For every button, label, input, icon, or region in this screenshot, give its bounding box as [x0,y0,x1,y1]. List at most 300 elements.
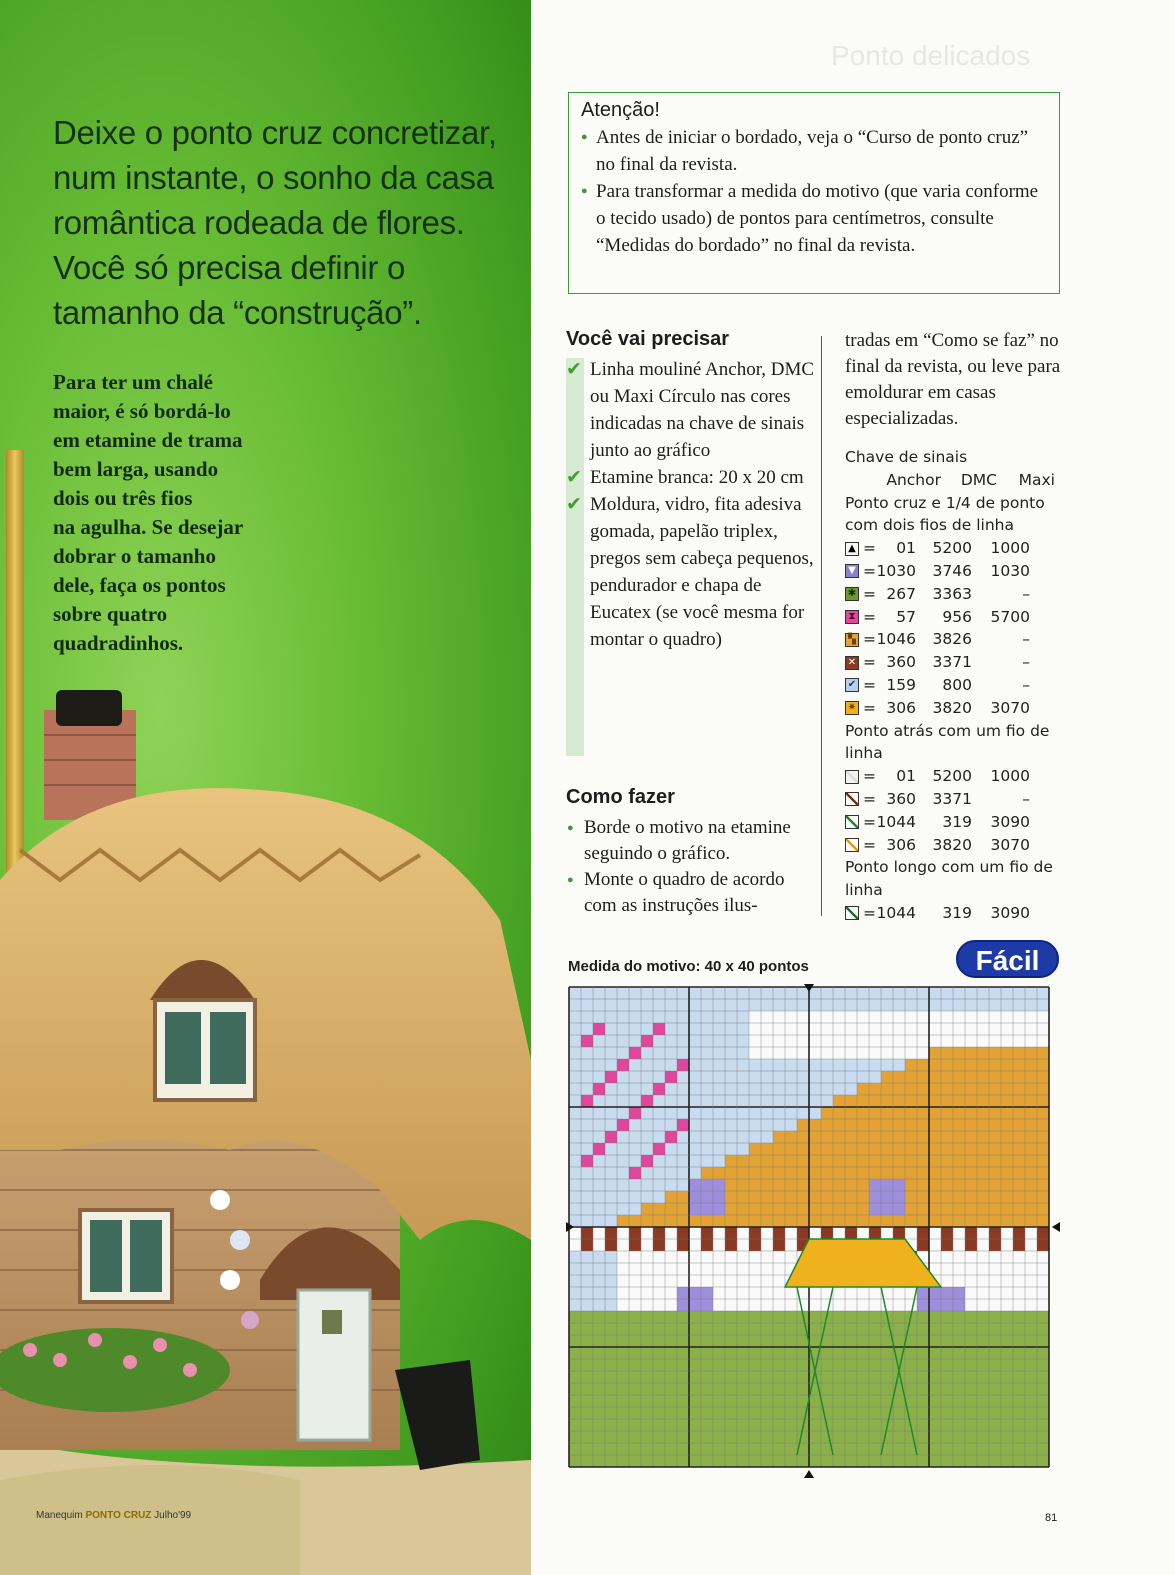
chart-cell [977,1335,989,1347]
chart-cell [881,1347,893,1359]
chart-cell [953,1179,965,1191]
chart-cell [737,1371,749,1383]
chart-cell [725,1443,737,1455]
chart-cell [833,1203,845,1215]
chart-cell [1013,1059,1025,1071]
chart-cell [1001,1083,1013,1095]
chart-cell [857,1023,869,1035]
chart-cell [809,1143,821,1155]
chart-cell [917,1419,929,1431]
chart-cell [893,1167,905,1179]
maxi-code: 5700 [990,607,1030,626]
chart-cell [1025,1383,1037,1395]
equals-sign: = [863,630,876,649]
chart-cell [857,1311,869,1323]
chart-cell [809,1035,821,1047]
chart-cell [1001,1047,1013,1059]
chart-cell [629,1455,641,1467]
chart-cell [725,1299,737,1311]
chart-cell [941,1143,953,1155]
chart-cell [689,1143,701,1155]
chart-cell [725,1431,737,1443]
chart-cell [773,1407,785,1419]
chart-cell [953,1419,965,1431]
chart-cell [761,1179,773,1191]
chart-cell [833,1143,845,1155]
chart-cell [725,1359,737,1371]
chart-cell [773,1179,785,1191]
chart-cell [653,1047,665,1059]
chart-cell [1037,1359,1049,1371]
chart-cell [857,1371,869,1383]
chart-cell [857,1455,869,1467]
chart-cell [605,1035,617,1047]
chart-cell [1001,1011,1013,1023]
chart-cell [785,1011,797,1023]
chart-cell [653,1299,665,1311]
chart-cell [941,1227,953,1239]
anchor-code: 1046 [876,630,916,649]
chart-cell [773,987,785,999]
chart-cell [905,1347,917,1359]
chart-cell [1001,999,1013,1011]
equals-sign: = [863,675,876,694]
chart-cell [569,1443,581,1455]
chart-cell [857,1095,869,1107]
chart-cell [569,1023,581,1035]
chart-cell [929,1239,941,1251]
chart-cell [593,1335,605,1347]
chart-cell [941,1155,953,1167]
chart-cell [665,1359,677,1371]
chart-cell [641,1359,653,1371]
chart-cell [1037,1431,1049,1443]
chart-cell [749,1239,761,1251]
chart-cell [665,1059,677,1071]
chart-cell [629,1371,641,1383]
chart-cell [569,1287,581,1299]
chart-cell [713,1107,725,1119]
chart-cell [605,1215,617,1227]
chart-cell [617,1371,629,1383]
chart-cell [881,1383,893,1395]
chart-cell [845,1419,857,1431]
attention-item: ● Antes de iniciar o bordado, veja o “Curso de ponto cruz” no final da revista. [581,124,1047,178]
chart-cell [857,999,869,1011]
chart-cell [725,999,737,1011]
chart-cell [869,1167,881,1179]
anchor-code: 267 [886,584,916,603]
chart-cell [581,1059,593,1071]
chart-cell [845,1443,857,1455]
chart-cell [941,1359,953,1371]
chart-cell [761,1443,773,1455]
chart-cell [689,1251,701,1263]
chart-cell [713,1443,725,1455]
chart-cell [737,1047,749,1059]
chart-cell [905,1083,917,1095]
chart-cell [797,1047,809,1059]
chart-cell [713,1455,725,1467]
chart-cell [989,1263,1001,1275]
equals-sign: = [863,653,876,672]
chart-cell [1025,1047,1037,1059]
chart-cell [1025,1203,1037,1215]
material-item [566,464,816,491]
chart-cell [593,1059,605,1071]
chart-cell [629,1311,641,1323]
chart-cell [713,987,725,999]
chart-cell [1037,1251,1049,1263]
chart-cell [653,1455,665,1467]
chart-cell [653,1203,665,1215]
chart-cell [1025,1287,1037,1299]
chart-cell [677,1047,689,1059]
chart-cell [917,1059,929,1071]
chart-cell [617,1047,629,1059]
chart-cell [689,1455,701,1467]
chart-cell [941,1167,953,1179]
chart-cell [1037,1011,1049,1023]
chart-cell [857,1287,869,1299]
chart-cell [665,1095,677,1107]
chart-cell [1025,999,1037,1011]
chart-cell [665,1047,677,1059]
chart-cell [977,1215,989,1227]
chart-cell [749,1095,761,1107]
chart-cell [1025,1215,1037,1227]
chart-cell [713,1095,725,1107]
chart-cell [977,1155,989,1167]
chart-cell [917,1107,929,1119]
chart-cell [869,1455,881,1467]
chart-cell [761,1395,773,1407]
chart-cell [725,1167,737,1179]
chart-cell [1001,1407,1013,1419]
chart-cell [941,1323,953,1335]
maxi-code: – [1022,789,1030,808]
chart-cell [809,1431,821,1443]
chart-cell [605,1311,617,1323]
chart-cell [845,1095,857,1107]
chart-cell [749,1083,761,1095]
chart-cell [965,1263,977,1275]
chart-cell [569,1431,581,1443]
chart-cell [965,1011,977,1023]
chart-cell [941,1299,953,1311]
chart-cell [1013,1311,1025,1323]
chart-cell [761,1347,773,1359]
chart-cell [869,1383,881,1395]
how-to-section [566,786,816,919]
chart-cell [593,1047,605,1059]
chart-cell [845,1359,857,1371]
chart-cell [593,1371,605,1383]
chart-cell [1025,1455,1037,1467]
chart-cell [677,1371,689,1383]
chart-cell [785,1215,797,1227]
chart-cell [953,999,965,1011]
chart-cell [833,1191,845,1203]
chart-cell [797,1299,809,1311]
symbol-swatch-icon: ✕ [845,656,859,670]
center-marker-right [1052,1222,1060,1232]
chart-cell [845,1407,857,1419]
chart-cell [1013,1167,1025,1179]
chart-cell [797,1023,809,1035]
sub-line: na agulha. Se desejar [53,515,244,539]
chart-cell [737,1107,749,1119]
chart-cell [797,1095,809,1107]
chart-cell [977,987,989,999]
chart-cell [905,1215,917,1227]
chart-cell [1001,1215,1013,1227]
chart-cell [641,1035,653,1047]
chart-cell [917,1443,929,1455]
chart-cell [761,1047,773,1059]
chart-cell [881,1359,893,1371]
chart-cell [581,1155,593,1167]
chart-cell [713,1419,725,1431]
chart-cell [929,1371,941,1383]
chart-cell [1001,1371,1013,1383]
chart-cell [941,1275,953,1287]
chart-cell [1001,1035,1013,1047]
chart-cell [641,1071,653,1083]
chart-cell [593,1263,605,1275]
chart-cell [713,1215,725,1227]
chart-cell [953,1407,965,1419]
chart-cell [977,1059,989,1071]
chart-cell [689,1071,701,1083]
chart-cell [953,1395,965,1407]
chart-cell [725,1407,737,1419]
chart-cell [677,1083,689,1095]
symbol-swatch-icon: ▚ [845,633,859,647]
chart-cell [941,1371,953,1383]
chart-cell [701,1359,713,1371]
chart-cell [629,1191,641,1203]
chart-cell [833,1359,845,1371]
chart-cell [725,1419,737,1431]
chart-cell [797,1179,809,1191]
chart-cell [725,1023,737,1035]
chart-cell [977,1239,989,1251]
chart-cell [569,1047,581,1059]
symbol-row [845,583,1065,606]
chart-cell [953,1215,965,1227]
chart-cell [629,1047,641,1059]
chart-cell [833,1095,845,1107]
chart-cell [1013,1071,1025,1083]
chart-cell [989,1323,1001,1335]
chart-cell [653,1035,665,1047]
maxi-code: 3070 [990,835,1030,854]
chart-cell [929,1035,941,1047]
chart-cell [725,1239,737,1251]
chart-cell [653,1275,665,1287]
chart-cell [977,1311,989,1323]
chart-cell [893,1023,905,1035]
chart-cell [1013,1047,1025,1059]
chart-cell [629,1083,641,1095]
chart-cell [653,1359,665,1371]
chart-cell [1013,1419,1025,1431]
chart-cell [773,999,785,1011]
chart-cell [641,1263,653,1275]
chart-cell [593,1143,605,1155]
chart-cell [737,1143,749,1155]
chart-cell [641,1155,653,1167]
chart-cell [917,1179,929,1191]
chart-cell [977,1107,989,1119]
chart-cell [665,1071,677,1083]
chart-cell [941,1311,953,1323]
chart-cell [665,1191,677,1203]
chart-cell [749,1035,761,1047]
symbol-row [845,697,1065,720]
chart-cell [1013,1215,1025,1227]
chart-cell [797,1371,809,1383]
chart-cell [857,1047,869,1059]
attention-box [568,92,1060,294]
chart-cell [833,1407,845,1419]
chart-cell [569,1419,581,1431]
magazine-footer [36,1510,191,1521]
chart-cell [641,1131,653,1143]
chart-cell [953,1167,965,1179]
chart-cell [833,1227,845,1239]
chart-cell [641,1299,653,1311]
chart-cell [809,1107,821,1119]
chart-cell [1025,1359,1037,1371]
chart-cell [689,987,701,999]
chart-cell [953,1131,965,1143]
chart-cell [905,1359,917,1371]
chart-cell [593,1131,605,1143]
chart-cell [881,999,893,1011]
chart-cell [929,1083,941,1095]
chart-cell [989,1011,1001,1023]
chart-cell [809,1395,821,1407]
chart-cell [881,1371,893,1383]
chart-cell [869,1443,881,1455]
chart-cell [953,1239,965,1251]
chart-cell [665,1263,677,1275]
chart-cell [689,1191,701,1203]
chart-cell [1037,1323,1049,1335]
chart-cell [581,1107,593,1119]
chart-cell [701,1455,713,1467]
chart-cell [737,1191,749,1203]
chart-cell [845,1287,857,1299]
chart-cell [965,1371,977,1383]
chart-cell [797,1107,809,1119]
chart-cell [977,1179,989,1191]
chart-cell [845,1131,857,1143]
chart-cell [641,1143,653,1155]
chart-cell [1025,1071,1037,1083]
chart-cell [1037,1179,1049,1191]
chart-cell [761,1263,773,1275]
chart-cell [761,1323,773,1335]
chart-cell [749,1251,761,1263]
chart-cell [677,999,689,1011]
chart-cell [617,1263,629,1275]
chart-cell [917,1083,929,1095]
cottage-illustration [0,680,531,1575]
chart-cell [1001,1131,1013,1143]
chart-cell [905,1203,917,1215]
chart-cell [857,1335,869,1347]
chart-cell [833,1131,845,1143]
chart-cell [821,1179,833,1191]
chart-cell [737,1023,749,1035]
chart-cell [857,987,869,999]
chart-cell [593,1455,605,1467]
chart-cell [845,1227,857,1239]
chart-cell [785,1227,797,1239]
chart-cell [1001,1275,1013,1287]
chart-cell [749,1071,761,1083]
chart-cell [689,1323,701,1335]
chart-cell [953,1371,965,1383]
chart-cell [749,1215,761,1227]
chart-cell [953,1455,965,1467]
chart-cell [941,1071,953,1083]
continuation-text: tradas em “Como se faz” no final da revista, ou leve para emoldurar em casas especializadas. [845,330,1061,429]
chart-cell [593,1287,605,1299]
chart-cell [989,1299,1001,1311]
chart-cell [665,1143,677,1155]
chart-cell [605,1167,617,1179]
chart-cell [653,1239,665,1251]
chart-cell [689,1119,701,1131]
chart-cell [869,1083,881,1095]
chart-cell [617,1191,629,1203]
chart-cell [773,1047,785,1059]
chart-cell [1037,1035,1049,1047]
chart-cell [929,1143,941,1155]
chart-cell [1001,1311,1013,1323]
chart-cell [677,1419,689,1431]
chart-cell [929,1251,941,1263]
chart-cell [581,1287,593,1299]
chart-cell [581,1083,593,1095]
chart-cell [797,1455,809,1467]
chart-cell [701,1095,713,1107]
chart-cell [929,1323,941,1335]
chart-cell [605,1323,617,1335]
chart-cell [797,1227,809,1239]
chart-cell [809,1311,821,1323]
chart-cell [701,1299,713,1311]
chart-cell [977,1023,989,1035]
dmc-code: 800 [942,675,972,694]
chart-cell [701,1179,713,1191]
anchor-code: 306 [886,835,916,854]
chart-cell [665,1371,677,1383]
chart-cell [977,999,989,1011]
chart-cell [953,1143,965,1155]
chart-cell [749,1179,761,1191]
chart-cell [593,1095,605,1107]
chart-cell [953,1347,965,1359]
chart-cell [809,1119,821,1131]
chart-cell [1037,1287,1049,1299]
chart-cell [725,1143,737,1155]
chart-cell [749,1371,761,1383]
